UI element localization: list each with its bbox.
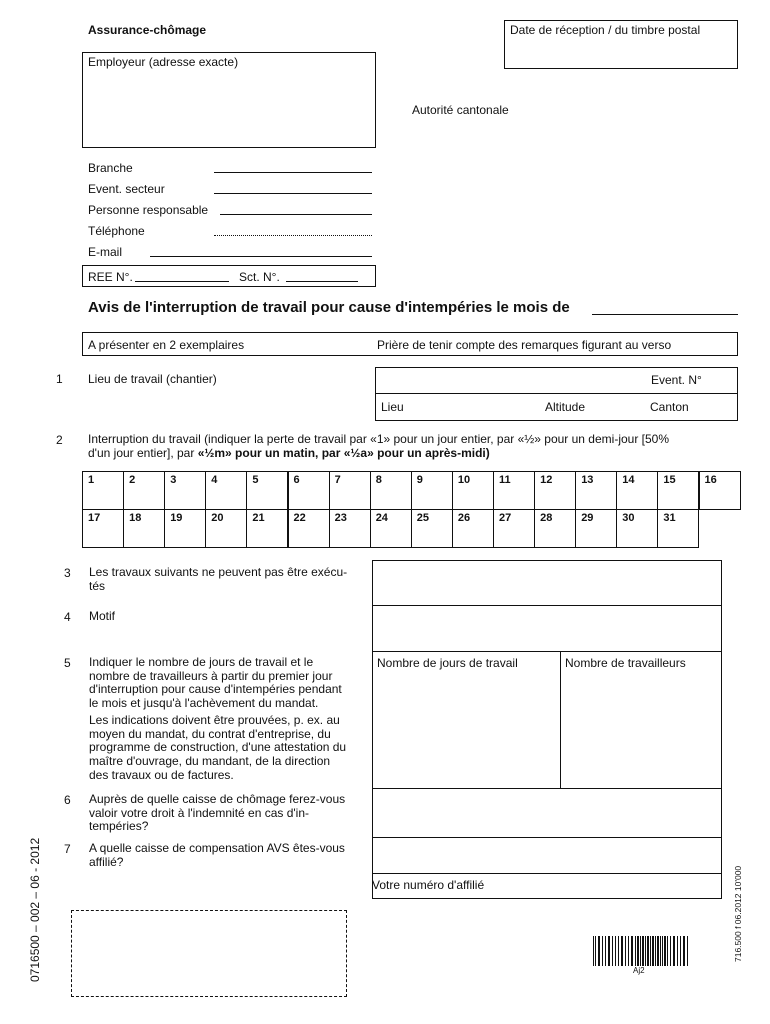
- day-number: 10: [457, 474, 471, 486]
- motif-label: Motif: [89, 609, 116, 623]
- section-4-answer-field[interactable]: [372, 606, 722, 651]
- text-line: moyen du mandat, du contrat d'entreprise, du: [89, 726, 331, 741]
- day-number: 8: [375, 474, 382, 486]
- day-cell-31[interactable]: [657, 509, 699, 548]
- day-number: 22: [293, 512, 306, 524]
- text-line: des travaux ou de factures.: [89, 767, 234, 782]
- print-code: 716.500 f 06.2012 10'000: [733, 865, 743, 962]
- section-3-line2: tés: [89, 579, 106, 593]
- day-number: 23: [334, 512, 347, 524]
- day-cell-7[interactable]: [329, 471, 371, 510]
- day-cell-20[interactable]: [205, 509, 247, 548]
- text-line: valoir votre droit à l'indemnité en cas d'in-: [89, 805, 310, 820]
- text-line: maître d'ouvrage, du mandant, de la direction: [89, 754, 331, 769]
- event-no-label: Event. N°: [651, 373, 702, 387]
- barcode: [593, 936, 689, 966]
- day-cell-26[interactable]: [452, 509, 494, 548]
- workers-count-header: Nombre de travailleurs: [565, 656, 686, 670]
- text-line: Indiquer le nombre de jours de travail et le: [89, 655, 314, 669]
- day-number: 2: [129, 474, 136, 486]
- copies-note: A présenter en 2 exemplaires: [88, 338, 245, 352]
- remarks-note: Prière de tenir compte des remarques figurant au verso: [377, 338, 672, 352]
- day-number: 14: [622, 474, 635, 486]
- day-number: 21: [252, 512, 265, 524]
- day-number: 3: [170, 474, 177, 486]
- day-cell-19[interactable]: [164, 509, 206, 548]
- telephone-field[interactable]: [214, 235, 372, 236]
- day-cell-8[interactable]: [370, 471, 412, 510]
- day-cell-17[interactable]: [82, 509, 124, 548]
- main-title: Avis de l'interruption de travail pour cause d'intempéries le mois de: [88, 299, 570, 316]
- day-number: 16: [704, 474, 717, 486]
- ree-label: REE N°.: [88, 270, 133, 284]
- section-3-answer-field[interactable]: [372, 560, 722, 606]
- day-number: 20: [211, 512, 224, 524]
- day-number: 19: [170, 512, 183, 524]
- text-line: nombre de travailleurs à partir du premier jour: [89, 668, 333, 683]
- day-cell-10[interactable]: [452, 471, 494, 510]
- affiliate-number-label: Votre numéro d'affilié: [372, 878, 485, 892]
- stamp-box[interactable]: [71, 910, 347, 997]
- workplace-box[interactable]: [375, 367, 738, 421]
- day-cell-28[interactable]: [534, 509, 576, 548]
- section-6-answer-field[interactable]: [373, 789, 721, 837]
- day-number: 12: [540, 474, 553, 486]
- branche-label: Branche: [88, 161, 133, 175]
- day-number: 9: [416, 474, 423, 486]
- day-cell-18[interactable]: [123, 509, 165, 548]
- day-number: 25: [416, 512, 430, 524]
- section-2-number: 2: [56, 433, 63, 447]
- day-number: 5: [252, 474, 259, 486]
- secteur-label: Event. secteur: [88, 182, 165, 196]
- text-line: tempéries?: [89, 819, 149, 834]
- day-number: 26: [457, 512, 471, 524]
- secteur-field[interactable]: [214, 193, 372, 194]
- ree-field[interactable]: [135, 281, 229, 282]
- text-line: Auprès de quelle caisse de chômage ferez-vous: [89, 792, 346, 806]
- day-cell-24[interactable]: [370, 509, 412, 548]
- text-line: le mois et jusqu'à l'achèvement du mandat.: [89, 696, 319, 711]
- form-title: Assurance-chômage: [88, 23, 207, 37]
- day-number: 17: [88, 512, 101, 524]
- day-number: 6: [293, 474, 300, 486]
- email-field[interactable]: [150, 256, 372, 257]
- day-cell-9[interactable]: [411, 471, 453, 510]
- text-line: affilié?: [89, 854, 124, 869]
- day-cell-23[interactable]: [329, 509, 371, 548]
- workers-count-field[interactable]: [561, 672, 721, 788]
- section-3-number: 3: [64, 566, 71, 580]
- section-3-line1: Les travaux suivants ne peuvent pas être exécu-: [89, 565, 348, 579]
- text-line: programme de construction, d'une attestation du: [89, 740, 347, 755]
- day-cell-6[interactable]: [288, 471, 330, 510]
- day-number: 1: [88, 474, 95, 486]
- altitude-label: Altitude: [545, 400, 586, 414]
- day-cell-14[interactable]: [616, 471, 658, 510]
- section-7-number: 7: [64, 842, 71, 856]
- text-line: d'interruption pour cause d'intempéries pendant: [89, 682, 342, 697]
- section-1-number: 1: [56, 372, 63, 386]
- responsable-field[interactable]: [220, 214, 372, 215]
- section-5-number: 5: [64, 656, 71, 670]
- day-cell-15[interactable]: [657, 471, 699, 510]
- day-number: 7: [334, 474, 341, 486]
- responsable-label: Personne responsable: [88, 203, 209, 217]
- section-7-answer-field[interactable]: [373, 838, 721, 872]
- canton-label: Canton: [650, 400, 689, 414]
- email-label: E-mail: [88, 245, 123, 259]
- days-count-header: Nombre de jours de travail: [377, 656, 518, 670]
- interruption-line2-normal: d'un jour entier], par: [88, 446, 198, 460]
- day-cell-27[interactable]: [493, 509, 535, 548]
- day-cell-2[interactable]: [123, 471, 165, 510]
- text-line: A quelle caisse de compensation AVS êtes-vous: [89, 841, 345, 855]
- interruption-line2-bold: «½m» pour un matin, par «½a» pour un après-midi): [197, 446, 490, 460]
- day-number: 28: [540, 512, 553, 524]
- employer-label: Employeur (adresse exacte): [88, 55, 239, 69]
- section-4-number: 4: [64, 610, 71, 624]
- section-6-number: 6: [64, 793, 71, 807]
- day-cell-22[interactable]: [288, 509, 330, 548]
- instructions-box: [82, 332, 738, 356]
- day-cell-5[interactable]: [246, 471, 288, 510]
- day-number: 4: [211, 474, 218, 486]
- day-cell-25[interactable]: [411, 509, 453, 548]
- day-number: 15: [663, 474, 676, 486]
- reception-stamp-box[interactable]: [504, 20, 738, 69]
- month-field[interactable]: [592, 314, 738, 315]
- day-cell-30[interactable]: [616, 509, 658, 548]
- day-cell-16[interactable]: [699, 471, 741, 510]
- employer-address-box[interactable]: [82, 52, 376, 148]
- day-number: 29: [581, 512, 594, 524]
- form-code: 0716500 – 002 – 06 - 2012: [28, 837, 42, 982]
- workplace-label: Lieu de travail (chantier): [88, 372, 217, 386]
- sct-label: Sct. N°.: [239, 270, 280, 284]
- sct-field[interactable]: [286, 281, 358, 282]
- day-cell-4[interactable]: [205, 471, 247, 510]
- day-cell-13[interactable]: [575, 471, 617, 510]
- day-cell-29[interactable]: [575, 509, 617, 548]
- day-number: 24: [375, 512, 388, 524]
- day-number: 11: [499, 474, 511, 486]
- day-number: 27: [499, 512, 512, 524]
- day-number: 31: [663, 512, 676, 524]
- day-number: 13: [581, 474, 594, 486]
- interruption-line2: [88, 447, 490, 461]
- interruption-line1: Interruption du travail (indiquer la perte de travail par «1» pour un jour entier, par «½» pour un demi-jour [50%: [88, 432, 670, 446]
- day-number: 18: [129, 512, 142, 524]
- day-cell-12[interactable]: [534, 471, 576, 510]
- day-cell-21[interactable]: [246, 509, 288, 548]
- branche-field[interactable]: [214, 172, 372, 173]
- lieu-label: Lieu: [381, 400, 404, 414]
- day-cell-1[interactable]: [82, 471, 124, 510]
- ree-sct-box: [82, 265, 376, 287]
- text-line: Les indications doivent être prouvées, p. ex. au: [89, 713, 340, 727]
- telephone-label: Téléphone: [88, 224, 145, 238]
- day-number: 30: [622, 512, 635, 524]
- cantonal-authority-label: Autorité cantonale: [412, 103, 509, 117]
- day-cell-11[interactable]: [493, 471, 535, 510]
- day-cell-3[interactable]: [164, 471, 206, 510]
- reception-label: Date de réception / du timbre postal: [510, 23, 701, 37]
- days-count-field[interactable]: [373, 672, 560, 788]
- barcode-text: Aj2: [633, 966, 645, 975]
